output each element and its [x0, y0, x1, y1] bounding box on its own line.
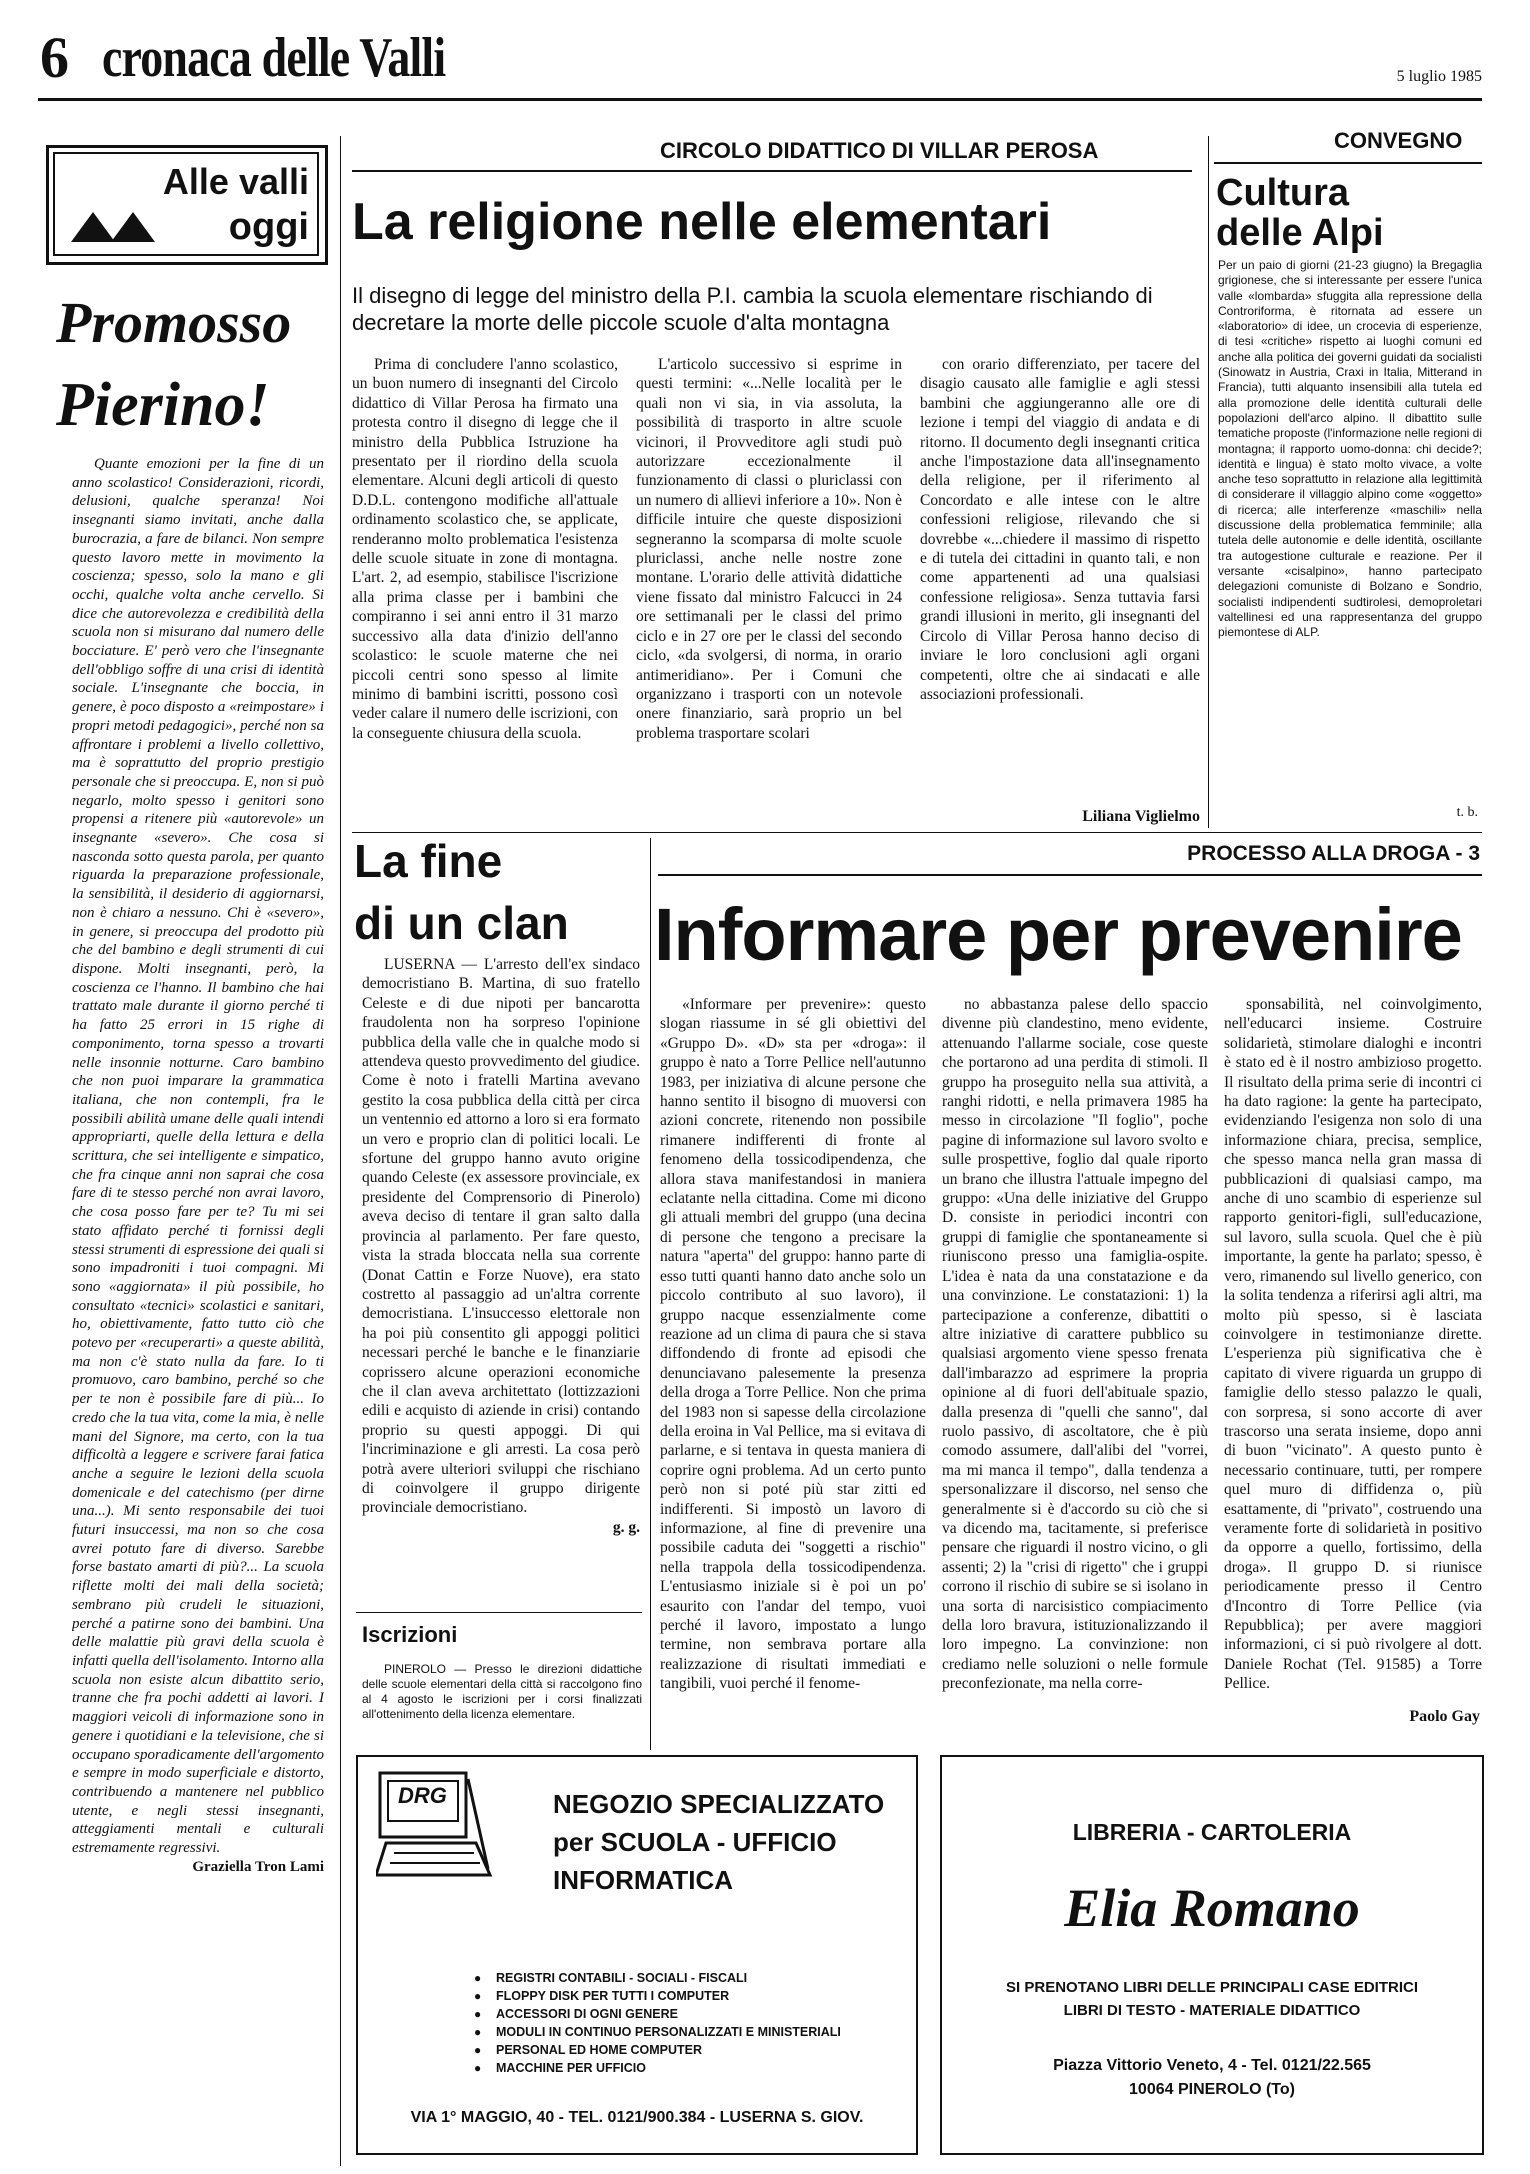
ad-negozio-title3: INFORMATICA [553, 1865, 734, 1895]
iscrizioni-text [362, 1662, 642, 1742]
droga-col3-text: sponsabilità, nel coinvolgimento, nell'educarci insieme. Costruire solidarietà, stimolare dialoghi e incontri è stato ed è il nostro ambizioso progetto. Il risultato della prima serie di incontri ci ha dato ragione: la gente ha partecipato, evidenziando l'esigenza non solo di una informazione chiara, precisa, semplice, che spesso manca nella gran massa di pubblicazioni di qualsiasi campo, ma anche di uno scambio di esperienze sul rapporto genitori-figli, sull'educazione, sul lavoro, sulla scuola. Quel che è più importante, la gente ha parlato; spesso, è vero, rimanendo sul livello generico, con la solita tendenza a riferirsi agli altri, ma molto più spesso, si è lasciata coinvolgere in testimonianze dirette. L'esperienza più significativa che è capitato di vivere riguarda un gruppo di famiglie dello stesso palazzo le quali, con sorpresa, si sono accorte di aver trascorso una serata insieme, dopo anni di buon "vicinato". A questo punto è necessario continuare, tutti, per rompere quel muro di diffidenza o, più esattamente, di "privato", costruendo una veramente forte di solidarietà in positivo da opporre a quello, fortissimo, della droga». Il gruppo D. si riunisce periodicamente presso il Centro d'Incontro di Torre Pellice (via Repubblica); per avere maggiori informazioni, ci si può rivolgere al dott. Daniele Rochat (Tel. 91585) a Torre Pellice. [1224, 996, 1482, 1693]
section-box-line2: oggi [228, 206, 309, 248]
newspaper-title: cronaca delle Valli [102, 27, 446, 89]
clan-rule [356, 1612, 642, 1613]
editorial-divider [340, 136, 341, 2166]
religione-col1 [352, 355, 618, 825]
page-number: 6 [40, 25, 69, 90]
editorial-body: Quante emozioni per la fine di un anno scolastico! Considerazioni, ricordi, delusioni, qualche speranza! Noi insegnanti siamo invitati, anche dalla burocrazia, a fare de bilanci. Non sempre questo lavoro mette in movimento la coscienza; spesso, solo la mano e gli occhi, qualche volta anche cervello. Si dice che autorevolezza e credibilità della scuola non si misurano dal numero delle bocciature. E' però vero che l'insegnante dell'obbligo soffre di una crisi di identità sociale. L'insegnante che boccia, in genere, è poco disposto a «reimpostare» i propri metodi pedagogici», perché non sa affrontare i problemi a livello collettivo, ma è soprattutto del proprio prestigio personale che si preoccupa. E, non si può negarlo, molto spesso i genitori sono propensi a ritenere più «autorevole» un insegnante «severo». Che cosa si nasconda sotto questa parola, per quanto riguarda la preparazione professionale, la sensibilità, il desiderio di aggiornarsi, non è chiaro a nessuno. Chi è «severo», in genere, si preoccupa del prodotto più che del bambino e degli strumenti di cui dispone. Molti insegnanti, però, la coscienza ce l'hanno. Il bambino che hai trattato male durante il giorno perché ti ha fatto 25 errori in 15 righe di componimento, torna spesso a trovarti nelle insonnie notturne. Caro bambino che non puoi imparare la grammatica italiana, che non contempli, fra le possibili abilità umane delle quali intendi appropriarti, quelle della lettura e della scrittura, che sei intelligente e simpatico, che fra cinque anni non saprai che cosa fare di te stesso perché non avrai lavoro, che cosa posso fare per te? Tu mi sei stato affidato perché ti fornissi degli stessi strumenti di espressione dei quali si sono impadroniti i tuoi compagni. Mi sono «aggiornata» il più possibile, ho consultato «tecnici» scolastici e sanitari, ho, obiettivamente, fatto tutto ciò che potevo per «recuperarti» a queste abilità, ma non c'è stato nulla da fare. Io ti promuovo, caro bambino, perché so che per te non è possibile fare di più... Io credo che la tua vita, come la mia, è nelle mani del Signore, ma certo, con la tua difficoltà a leggere e scrivere farai fatica anche a seguire le lezioni della scuola domenicale e del catechismo (per dirne una...). Mi sento responsabile dei tuoi futuri insuccessi, ma non so che cosa avrei potuto fare di diverso. Sarebbe forse bastato amarti di più?... La scuola riflette molti dei mali della società; sembrano più crudeli le situazioni, perché a patirne sono dei bambini. Una delle malattie più gravi della scuola è infatti quella dell'isolamento. Intorno alla scuola non esiste alcun dibattito serio, tranne che fra pochi addetti ai lavori. I maggiori veicoli di informazione sono in genere i quotidiani e la televisione, che si occupano sporadicamente dell'argomento e sempre in modo superficiale e distorto, contribuendo a mantenere nel pubblico utente, e negli stessi insegnanti, atteggiamenti mentali e culturali estremamente regressivi. [72, 456, 324, 1857]
droga-author: Paolo Gay [1409, 1708, 1480, 1725]
ad-negozio-title1: NEGOZIO SPECIALIZZATO [553, 1789, 885, 1819]
convegno-body: Per un paio di giorni (21-23 giugno) la Bregaglia grigionese, che si interessante per essere l'unica valle «lombarda» sfuggita alla repressione della Controriforma, è ritornata ad essere un «laboratorio» di idee, un crocevia di esperienze, di tesi «critiche» rispetto ai luoghi comuni ed anche alla politica dei governi guidati da socialisti (Sinowatz in Austria, Craxi in Italia, Mitterand in Francia), tutti alquanto insensibili alla tutela ed alla promozione delle identità culturali delle popolazioni dell'arco alpino. Il dibattito sulle tematiche proposte (l'informazione nelle regioni di montagna; il rapporto uomo-donna: chi decide?; identità e lingua) è stato molto vivace, a volte anche teso soprattutto in relazione alla legittimità di considerare il villaggio alpino come «oggetto» di ricerca; alle interferenze «maschili» nella discussione della problematica femminile; alla tutela delle autonomie e delle identità, oscillante tra autogestione culturale e reazione. Per il versante «cisalpino», hanno partecipato delegazioni comuniste di Bolzano e Sondrio, socialisti indipendenti sudtirolesi, demoproletari valtellinesi ed una rappresentanza del gruppo piemontese di ALP. [1218, 258, 1482, 640]
droga-col3 [1224, 995, 1482, 1700]
ad-item: ● PERSONAL ED HOME COMPUTER [474, 2041, 841, 2059]
convegno-text [1218, 258, 1482, 813]
ad-negozio-title2: per SCUOLA - UFFICIO [553, 1827, 837, 1857]
ad-libreria-heading: LIBRERIA - CARTOLERIA [1072, 1819, 1352, 1845]
religione-col2 [636, 355, 902, 825]
ad-item: ● MODULI IN CONTINUO PERSONALIZZATI E MINISTERIALI [474, 2023, 841, 2041]
ad-libreria-line1: SI PRENOTANO LIBRI DELLE PRINCIPALI CASE EDITRICI [1006, 1979, 1418, 1996]
ad-item: ● ACCESSORI DI OGNI GENERE [474, 2005, 841, 2023]
religione-kicker: CIRCOLO DIDATTICO DI VILLAR PEROSA [660, 138, 1099, 163]
ad-negozio [356, 1755, 918, 2155]
droga-kicker: PROCESSO ALLA DROGA - 3 [1187, 842, 1480, 865]
religione-subtitle: Il disegno di legge del ministro della P.I. cambia la scuola elementare rischiando di decretare la morte delle piccole scuole d'alta montagna [352, 283, 1153, 335]
clan-divider [650, 838, 651, 1750]
religione-col1-text: Prima di concludere l'anno scolastico, un buon numero di insegnanti del Circolo didattico di Villar Perosa ha firmato una protesta contro il disegno di legge che il ministro della Pubblica Istruzione ha presentato per il riordino della scuola elementare. Alcuni degli articoli di questo D.D.L. contengono modifiche all'attuale ordinamento scolastico che, se applicate, renderanno molto problematica l'esistenza delle scuole situate in zone di montagna. L'art. 2, ad esempio, stabilisce l'iscrizione alla prima classe per i bambini che compiranno i sei anni entro il 31 marzo successivo alla data d'inizio dell'anno scolastico: le scuole materne che nei piccoli centri sono spesso al limite minimo di bambini iscritti, possono così veder calare il numero delle iscrizioni, con la conseguente chiusura della scuola. [352, 356, 618, 742]
clan-title-line1: La fine [354, 835, 503, 887]
droga-col1-text: «Informare per prevenire»: questo slogan riassume in sé gli obiettivi del «Gruppo D». «D» sta per «droga»: il gruppo è nato a Torre Pellice nell'autunno 1983, per iniziativa di alcune persone che hanno sentito il bisogno di muoversi con azioni concrete, ritenendo non possibile rimanere indifferenti di fronte al fenomeno della tossicodipendenza, che allora stava manifestandosi in maniera eclatante nella cittadina. Come mi dicono gli attuali membri del gruppo (una decina di persone che tengono a precisare la natura "aperta" del gruppo: hanno parte di esso tutti quanti hanno dato anche solo un piccolo contributo al suo lavoro), il gruppo nacque essenzialmente come reazione ad un clima di paura che si stava diffondendo di fronte ad episodi che denunciavano palesemente la presenza della droga a Torre Pellice. Non che prima del 1983 non si sapesse della circolazione della eroina in Val Pellice, ma si evitava di parlarne, e si tentava in questa maniera di coprire ogni problema. Ad un certo punto però non si poté più star zitti ed indifferenti. Si impostò un lavoro di informazione, al fine di prevenire una possibile caduta dei "soggetti a rischio" nella trappola della tossicodipendenza. L'entusiasmo iniziale si è poi un po' esaurito con l'andar del tempo, vuoi perché il lavoro, impostato a lungo termine, non sembrava portare alla realizzazione di risultati immediati e tangibili, vuoi perché il fenome- [660, 996, 926, 1693]
ad-libreria-name: Elia Romano [1064, 1878, 1360, 1938]
droga-kicker-rule [658, 874, 1482, 876]
religione-col2-text: L'articolo successivo si esprime in questi termini: «...Nelle località per le quali non vi sia, in via assoluta, la possibilità di trasporto in altre scuole vicinori, il Provveditore agli studi può autorizzare eccezionalmente il funzionamento di classi o pluriclassi con un numero di allievi inferiore a 10». Non è difficile intuire che queste disposizioni segneranno la scomparsa di molte scuole pluriclassi, anche nelle nostre zone montane. L'orario delle attività didattiche viene fissato dal ministro Falcucci in 24 ore settimanali per le classi del primo ciclo e in 27 ore per le classi del secondo ciclo, «da svolgersi, di norma, in orario antimeridiano». Per i Comuni che organizzano i trasporti con un notevole onere finanziario, sarà proprio un bel problema trasportare scolari [636, 356, 902, 742]
issue-date: 5 luglio 1985 [1396, 68, 1482, 85]
ad-libreria-address: Piazza Vittorio Veneto, 4 - Tel. 0121/22.565 [1053, 2057, 1371, 2074]
religione-col3 [920, 355, 1200, 805]
clan-body: LUSERNA — L'arresto dell'ex sindaco democristiano B. Martina, di suo fratello Celeste e di due nipoti per bancarotta fraudolenta non ha sorpreso l'opinione pubblica della valle che in qualche modo si attendeva questo provvedimento del giudice. Come è noto i fratelli Martina avevano gestito la cosa pubblica della città per circa un ventennio ed attorno a loro si era formato un vero e proprio clan di politici locali. Le sfortune del gruppo hanno avuto origine quando Celeste (ex assessore provinciale, ex presidente del Comprensorio di Pinerolo) aveva deciso di tentare il gran salto dalla provincia al parlamento. Per fare questo, vista la strada bloccata nella sua corrente (Donat Cattin e Forze Nuove), era stato costretto al passaggio ad un'altra corrente democristiana. L'insuccesso elettorale non ha poi più consentito gli appoggi politici necessari perché le banche e le finanziarie coprissero alcune operazioni economiche che il clan aveva architettato (lottizzazioni edili e acquisto di aziende in crisi) contando proprio su questi appoggi. Di qui l'incriminazione e gli arresti. La cosa però potrà avere ulteriori sviluppi che rischiano di coinvolgere il gruppo dirigente provinciale democristiano. [362, 956, 640, 1517]
ad-item: ● REGISTRI CONTABILI - SOCIALI - FISCALI [474, 1969, 841, 1987]
droga-col2 [942, 995, 1208, 1730]
religione-divider [1208, 136, 1209, 828]
convegno-kicker-rule [1214, 162, 1482, 164]
ad-libreria-city: 10064 PINEROLO (To) [1129, 2081, 1295, 2098]
editorial-title-line2: Pierino! [56, 371, 270, 439]
section-box [46, 145, 328, 265]
editorial-text [72, 455, 324, 2170]
middle-rule [352, 832, 1482, 833]
convegno-author: t. b. [1456, 805, 1478, 820]
religione-col3-text: con orario differenziato, per tacere del disagio causato alle famiglie e agli stessi bambini che aggiungeranno alle ore di lezione i tempi del viaggio di andata e di ritorno. Il documento degli insegnanti critica anche l'impostazione data all'insegnamento della religione, per il riferimento al Concordato e alle intese con le altre confessioni religiose, rilevando che si dovrebbe «...chiedere il massimo di rispetto e di tutela dei cittadini in quanto tali, e non come appartenenti ad una qualsiasi confessione religiosa». Senza tuttavia farsi grandi illusioni in merito, gli insegnanti del Circolo di Villar Perosa hanno deciso di inviare le loro conclusioni agli organi competenti, oltre che ai sindacati e alle associazioni professionali. [920, 356, 1200, 703]
editorial-author: Graziella Tron Lami [192, 1858, 324, 1875]
masthead-rule [38, 98, 1482, 101]
droga-col2-text: no abbastanza palese dello spaccio divenne più clandestino, meno evidente, attenuando l'allarme sociale, cose queste che portarono ad una perdita di stimoli. Il gruppo ha proseguito nella sua attività, a ranghi ridotti, e nella primavera 1985 ha messo in circolazione "Il foglio", poche pagine di informazione sul lavoro svolto e sulle prospettive, foglio dal quale riporto un brano che illustra l'attuale impegno del gruppo: «Una delle iniziative del Gruppo D. consiste in periodici incontri con gruppi di famiglie che spontaneamente si riuniscono presso una famiglia-ospite. L'idea è nata da una constatazione e da una convinzione. Le constatazioni: 1) la partecipazione a conferenze, dibattiti o altre iniziative di carattere pubblico su qualsiasi argomento viene spesso frenata dall'imbarazzo ad esprimere la propria opinione al di fuori dell'abituale spazio, dalla presenza di "quelli che sanno", dal ruolo passivo, di ascoltatore, che è più comodo assumere, dall'alibi del "vorrei, ma mi manca il tempo", dalla tendenza a spersonalizzare il discorso, nel senso che generalmente si è d'accordo su ciò che si va dicendo ma, tacitamente, si preferisce pensare che riguardi il nostro vicino, o gli assenti; 2) la "crisi di rigetto" che i gruppi corrono il rischio di subire se si isolano in una sorta di narcisistico compiacimento della loro bravura, istituzionalizzando il loro impegno. La convinzione: non crediamo nelle soluzioni o nelle formule preconfezionate, ma nella corre- [942, 996, 1208, 1693]
ad-negozio-footer: VIA 1° MAGGIO, 40 - TEL. 0121/900.384 - LUSERNA S. GIOV. [410, 2109, 864, 2126]
section-box-line1: Alle valli [162, 161, 309, 202]
ad-libreria [940, 1755, 1484, 2155]
ad-item: ● MACCHINE PER UFFICIO [474, 2059, 841, 2077]
iscrizioni-title: Iscrizioni [362, 1622, 458, 1647]
religione-kicker-rule [352, 170, 1192, 172]
droga-col1 [660, 995, 926, 1730]
clan-text [362, 955, 640, 1600]
clan-author: g. g. [612, 1518, 640, 1536]
mountains-icon [71, 210, 161, 242]
convegno-title-line2: delle Alpi [1216, 212, 1384, 254]
religione-title: La religione nelle elementari [352, 193, 1052, 251]
iscrizioni-body: PINEROLO — Presso le direzioni didattiche delle scuole elementari della città si raccolgono fino al 4 agosto le iscrizioni per i corsi finalizzati all'ottenimento della licenza elementare. [362, 1662, 642, 1721]
ad-logo-text: DRG [398, 1783, 447, 1808]
ad-libreria-line2: LIBRI DI TESTO - MATERIALE DIDATTICO [1063, 2002, 1361, 2019]
convegno-title-line1: Cultura [1216, 172, 1349, 214]
religione-author: Liliana Viglielmo [1082, 808, 1200, 825]
convegno-kicker: CONVEGNO [1334, 128, 1463, 153]
ad-item: ● FLOPPY DISK PER TUTTI I COMPUTER [474, 1987, 841, 2005]
clan-title-line2: di un clan [354, 897, 569, 949]
ad-negozio-items [474, 1969, 841, 2077]
droga-title: Informare per prevenire [654, 893, 1462, 976]
editorial-title-line1: Promosso [56, 290, 292, 355]
